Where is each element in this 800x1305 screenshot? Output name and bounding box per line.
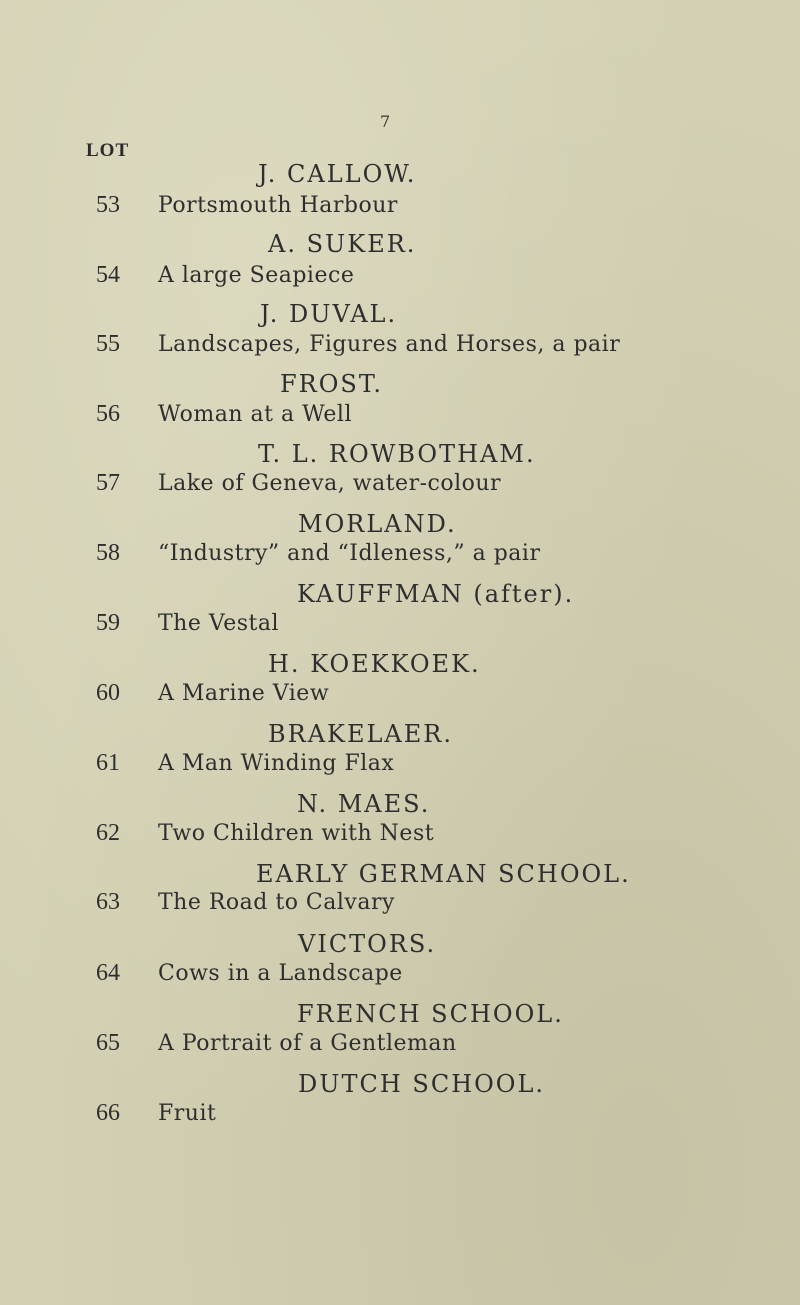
lot-artist: MORLAND.: [298, 510, 457, 538]
lot-title: A large Seapiece: [158, 263, 355, 288]
lot-artist: A. SUKER.: [268, 230, 417, 258]
lot-number: 55: [96, 331, 120, 357]
lot-title: Cows in a Landscape: [158, 961, 403, 986]
lot-column-header: LOT: [86, 140, 130, 161]
lot-number: 65: [96, 1030, 120, 1056]
lot-number: 53: [96, 192, 120, 218]
lot-artist: KAUFFMAN (after).: [297, 580, 575, 608]
lot-title: “Industry” and “Idleness,” a pair: [158, 541, 541, 566]
lot-artist: VICTORS.: [298, 930, 437, 958]
lot-artist: FROST.: [280, 370, 383, 398]
lot-artist: BRAKELAER.: [268, 720, 453, 748]
lot-artist: T. L. ROWBOTHAM.: [258, 440, 536, 468]
lot-title: The Vestal: [158, 611, 280, 636]
lot-number: 66: [96, 1100, 120, 1126]
lot-title: Landscapes, Figures and Horses, a pair: [158, 332, 621, 357]
lot-number: 57: [96, 470, 120, 496]
lot-artist: N. MAES.: [297, 790, 431, 818]
lot-title: Lake of Geneva, water-colour: [158, 471, 502, 496]
lot-number: 56: [96, 401, 120, 427]
page-number: 7: [380, 112, 391, 131]
lot-title: The Road to Calvary: [158, 890, 395, 915]
lot-title: A Man Winding Flax: [158, 751, 395, 776]
lot-title: A Portrait of a Gentleman: [158, 1031, 457, 1056]
lot-number: 61: [96, 750, 120, 776]
lot-artist: J. CALLOW.: [258, 160, 417, 188]
lot-number: 60: [96, 680, 120, 706]
lot-number: 63: [96, 889, 120, 915]
lot-title: A Marine View: [158, 681, 330, 706]
lot-artist: FRENCH SCHOOL.: [297, 1000, 564, 1028]
lot-number: 64: [96, 960, 120, 986]
lot-artist: DUTCH SCHOOL.: [298, 1070, 546, 1098]
lot-title: Woman at a Well: [158, 402, 352, 427]
lot-number: 62: [96, 820, 120, 846]
lot-number: 59: [96, 610, 120, 636]
lot-artist: H. KOEKKOEK.: [268, 650, 481, 678]
lot-title: Portsmouth Harbour: [158, 193, 398, 218]
lot-number: 54: [96, 262, 120, 288]
lot-number: 58: [96, 540, 120, 566]
lot-title: Fruit: [158, 1101, 217, 1126]
lot-title: Two Children with Nest: [158, 821, 435, 846]
lot-artist: EARLY GERMAN SCHOOL.: [256, 860, 631, 888]
lot-artist: J. DUVAL.: [260, 300, 398, 328]
